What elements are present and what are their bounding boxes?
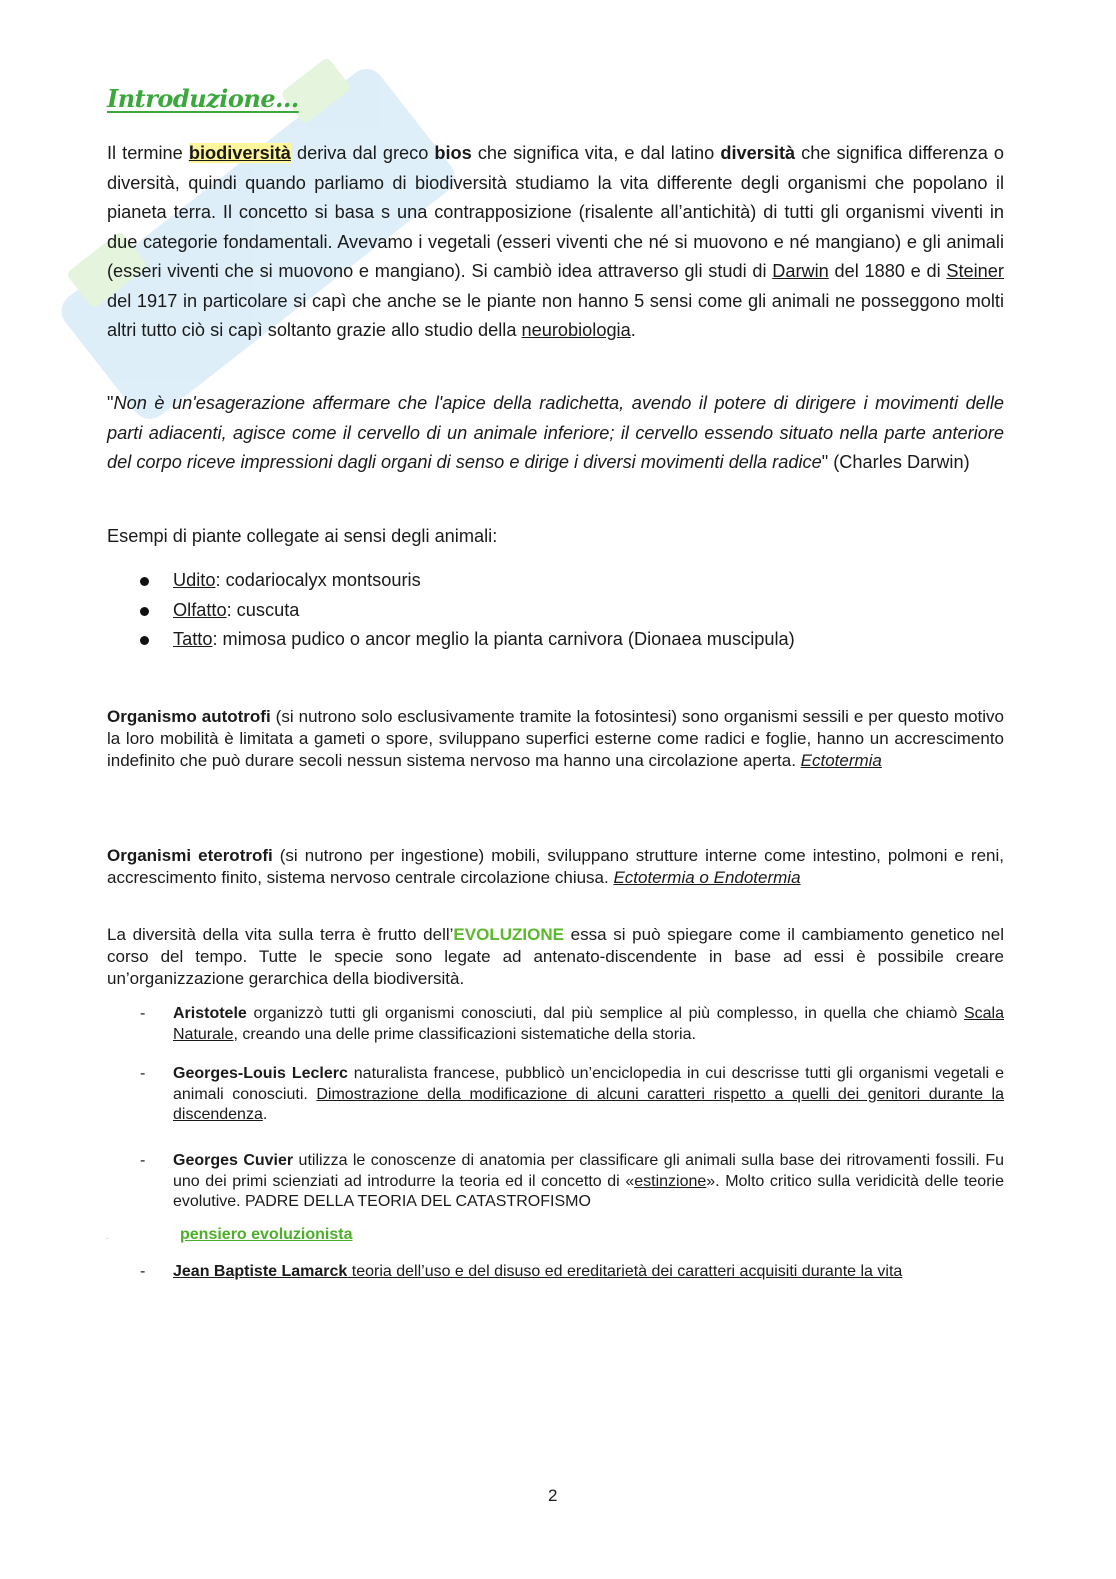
term-biodiversita: biodiversità — [188, 143, 291, 163]
termia-link: Ectotermia o Endotermia — [613, 867, 801, 887]
pensiero-evoluzionista-heading: pensiero evoluzionista — [180, 1226, 353, 1243]
examples-intro: Esempi di piante collegate ai sensi degli animali: — [107, 526, 498, 546]
ref-darwin: Darwin — [772, 261, 829, 281]
lamarck-item: - Jean Baptiste Lamarck teoria dell’uso e del disuso ed ereditarietà dei caratteri acquisiti durante la vita — [140, 1263, 903, 1280]
term-bios: bios — [434, 143, 472, 163]
bullet-icon — [140, 636, 149, 645]
bullet-icon — [140, 577, 149, 586]
list-item: Tatto: mimosa pudico o ancor meglio la pianta carnivora (Dionaea muscipula) — [136, 625, 795, 655]
list-item: Olfatto: cuscuta — [136, 596, 795, 626]
eterotrofi-paragraph: Organismi eterotrofi (si nutrono per ingestione) mobili, sviluppano strutture interne come intestino, polmoni e reni, accrescimento finito, sistema nervoso centrale circolazione chiusa. Ectotermia o Endotermia — [107, 846, 1004, 887]
list-item: Udito: codariocalyx montsouris — [136, 566, 795, 596]
bullet-icon — [140, 607, 149, 616]
darwin-quote: "Non è un'esagerazione affermare che l'apice della radichetta, avendo il potere di dirigere i movimenti delle parti adiacenti, agisce come il cervello di un animale inferiore; il cervello essendo situato nella parte anteriore del corpo riceve impressioni dagli organi di senso e dirige i diversi movimenti della radice" (Charles Darwin) — [107, 393, 1004, 472]
cuvier-item: - Georges Cuvier utilizza le conoscenze di anatomia per classificare gli animali sulla base dei ritrovamenti fossili. Fu uno dei primi scienziati ad introdurre la teoria ed il concetto di «estinzione». Molto critico sulla veridicità delle teorie evolutive. PADRE DELLA TEORIA DEL CATASTROFISMO — [140, 1152, 1005, 1210]
term-diversita: diversità — [720, 143, 796, 163]
leclerc-item: - Georges-Louis Leclerc naturalista francese, pubblicò un’enciclopedia in cui descrisse tutti gli organismi vegetali e animali conosciuti. Dimostrazione della modificazione di alcuni caratteri rispetto a quelli dei genitori durante la discendenza. — [140, 1065, 1005, 1123]
senses-list — [136, 566, 795, 655]
intro-paragraph: Il termine biodiversità deriva dal greco bios che significa vita, e dal latino diversità che significa differenza o diversità, quindi quando parliamo di biodiversità studiamo la vita differente degli organismi che popolano il pianeta terra. Il concetto si basa s una contrapposizione (risalente all’antichità) di tutti gli organismi viventi in due categorie fondamentali. Avevamo i vegetali (esseri viventi che né si muovono e né mangiano) e gli animali (esseri viventi che si muovono e mangiano). Si cambiò idea attraverso gli studi di Darwin del 1880 e di Steiner del 1917 in particolare si capì che anche se le piante non hanno 5 sensi come gli animali ne posseggono molti altri tutto ciò si capì soltanto grazie allo studio della neurobiologia. — [107, 143, 1004, 340]
autotrofi-paragraph: Organismo autotrofi (si nutrono solo esclusivamente tramite la fotosintesi) sono organismi sessili e per questo motivo la loro mobilità è limitata a gameti o spore, sviluppano superfici esterne come radici e foglie, hanno un accrescimento indefinito che può durare secoli nessun sistema nervoso ma hanno una circolazione aperta. Ectotermia — [107, 707, 1004, 770]
page-title: Introduzione... — [107, 84, 299, 113]
page-number: 2 — [548, 1486, 558, 1505]
aristotele-item: - Aristotele organizzò tutti gli organismi conosciuti, dal più semplice al più complesso, in quella che chiamò Scala Naturale, creando una delle prime classificazioni sistematiche della storia. — [140, 1005, 1004, 1043]
evoluzione-keyword: EVOLUZIONE — [453, 925, 564, 944]
marker-dot: . — [106, 1232, 109, 1241]
evoluzione-paragraph: La diversità della vita sulla terra è frutto dell’EVOLUZIONE essa si può spiegare come il cambiamento genetico nel corso del tempo. Tutte le specie sono legate ad antenato-discendente in base ad essi è possibile creare un’organizzazione gerarchica della biodiversità. — [107, 925, 1004, 988]
ref-steiner: Steiner — [946, 261, 1004, 281]
ectotermia-link: Ectotermia — [800, 750, 882, 770]
ref-neurobiologia: neurobiologia — [521, 320, 631, 340]
